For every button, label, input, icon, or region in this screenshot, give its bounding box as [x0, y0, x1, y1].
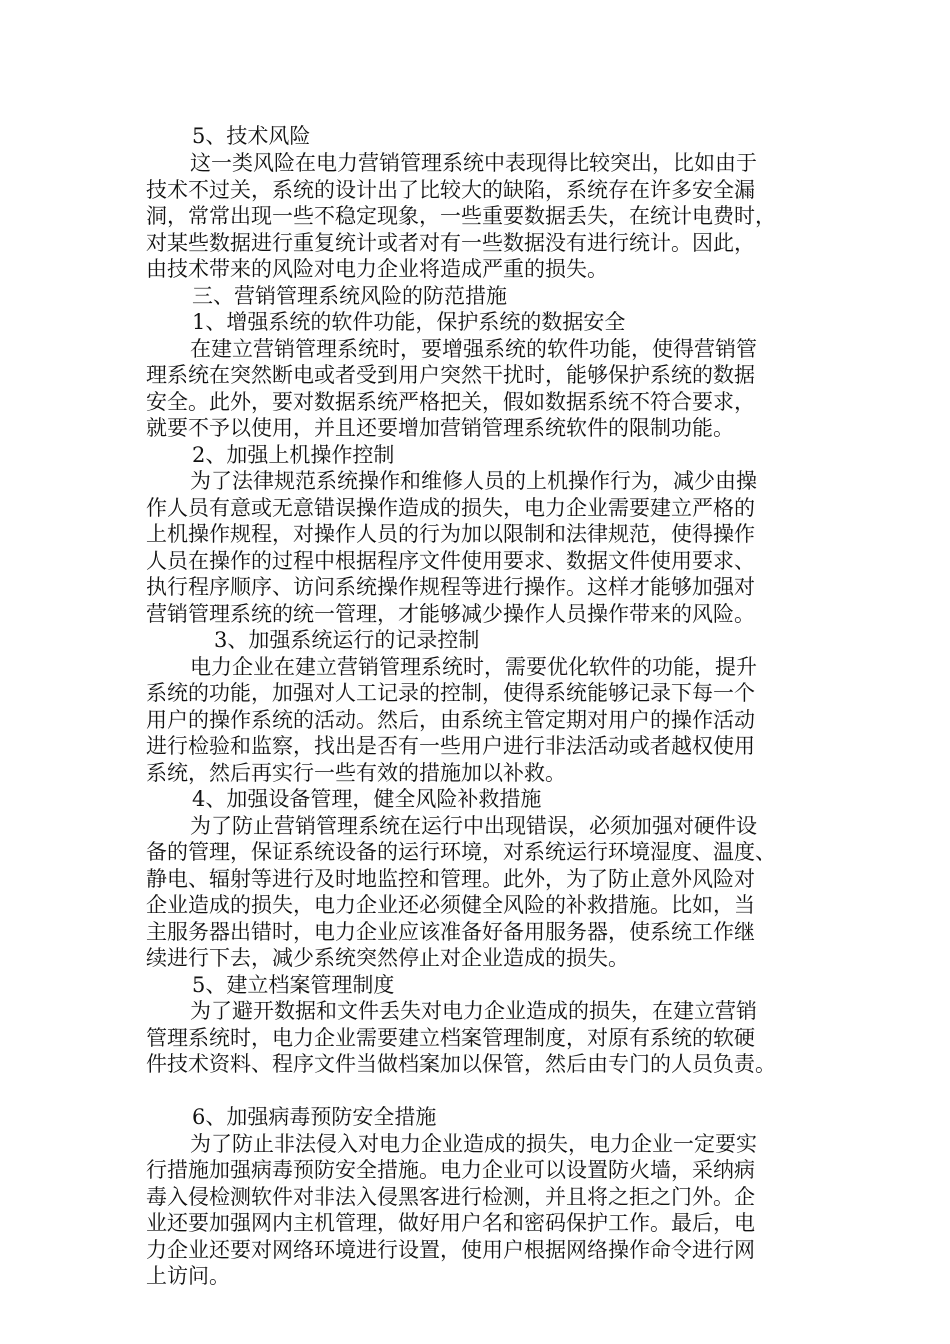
- paragraph-line: 为了法律规范系统操作和维修人员的上机操作行为，减少由操: [190, 469, 757, 493]
- paragraph-line: 管理系统时，电力企业需要建立档案管理制度，对原有系统的软硬: [146, 1026, 755, 1050]
- paragraph-line: 在建立营销管理系统时，要增强系统的软件功能，使得营销管: [190, 337, 757, 361]
- paragraph-line: 对某些数据进行重复统计或者对有一些数据没有进行统计。因此，: [146, 231, 755, 255]
- paragraph-line: 行措施加强病毒预防安全措施。电力企业可以设置防火墙，采纳病: [146, 1158, 755, 1182]
- paragraph-line: 企业造成的损失，电力企业还必须健全风险的补救措施。比如，当: [146, 893, 755, 917]
- paragraph-line: 毒入侵检测软件对非法入侵黑客进行检测，并且将之拒之门外。企: [146, 1185, 755, 1209]
- paragraph-line: 作人员有意或无意错误操作造成的损失，电力企业需要建立严格的: [146, 496, 755, 520]
- paragraph-line: 执行程序顺序、访问系统操作规程等进行操作。这样才能够加强对: [146, 575, 755, 599]
- paragraph-line: 件技术资料、程序文件当做档案加以保管，然后由专门的人员负责。: [146, 1052, 776, 1076]
- paragraph-line: 为了防止非法侵入对电力企业造成的损失，电力企业一定要实: [190, 1132, 757, 1156]
- paragraph-line: 营销管理系统的统一管理，才能够减少操作人员操作带来的风险。: [146, 602, 755, 626]
- paragraph-line: 备的管理，保证系统设备的运行环境，对系统运行环境湿度、温度、: [146, 840, 776, 864]
- paragraph-line: 系统的功能，加强对人工记录的控制，使得系统能够记录下每一个: [146, 681, 755, 705]
- paragraph-line: 主服务器出错时，电力企业应该准备好备用服务器，使系统工作继: [146, 920, 755, 944]
- paragraph-line: 电力企业在建立营销管理系统时，需要优化软件的功能，提升: [190, 655, 757, 679]
- paragraph-line: 上访问。: [146, 1264, 230, 1288]
- section-heading: 三、营销管理系统风险的防范措施: [192, 284, 507, 308]
- paragraph-line: 洞，常常出现一些不稳定现象，一些重要数据丢失，在统计电费时，: [146, 204, 776, 228]
- paragraph-line: 技术不过关，系统的设计出了比较大的缺陷，系统存在许多安全漏: [146, 178, 755, 202]
- paragraph-line: 理系统在突然断电或者受到用户突然干扰时，能够保护系统的数据: [146, 363, 755, 387]
- paragraph-line: 由技术带来的风险对电力企业将造成严重的损失。: [146, 257, 608, 281]
- paragraph-line: 为了避开数据和文件丢失对电力企业造成的损失，在建立营销: [190, 999, 757, 1023]
- paragraph-line: 进行检验和监察，找出是否有一些用户进行非法活动或者越权使用: [146, 734, 755, 758]
- subsection-heading: 3、加强系统运行的记录控制: [214, 628, 480, 652]
- paragraph-line: 用户的操作系统的活动。然后，由系统主管定期对用户的操作活动: [146, 708, 755, 732]
- subsection-heading: 1、增强系统的软件功能，保护系统的数据安全: [192, 310, 626, 334]
- subsection-heading: 6、加强病毒预防安全措施: [192, 1105, 437, 1129]
- paragraph-line: 为了防止营销管理系统在运行中出现错误，必须加强对硬件设: [190, 814, 757, 838]
- subsection-heading: 2、加强上机操作控制: [192, 443, 395, 467]
- subsection-heading: 4、加强设备管理，健全风险补救措施: [192, 787, 542, 811]
- subsection-heading: 5、建立档案管理制度: [192, 973, 395, 997]
- paragraph-line: 续进行下去，减少系统突然停止对企业造成的损失。: [146, 946, 629, 970]
- paragraph-line: 安全。此外，要对数据系统严格把关，假如数据系统不符合要求，: [146, 390, 755, 414]
- paragraph-line: 系统，然后再实行一些有效的措施加以补救。: [146, 761, 566, 785]
- paragraph-line: 业还要加强网内主机管理，做好用户名和密码保护工作。最后，电: [146, 1211, 755, 1235]
- paragraph-line: 上机操作规程，对操作人员的行为加以限制和法律规范，使得操作: [146, 522, 755, 546]
- paragraph-line: 这一类风险在电力营销管理系统中表现得比较突出，比如由于: [190, 151, 757, 175]
- section-heading: 5、技术风险: [192, 124, 311, 148]
- paragraph-line: 就要不予以使用，并且还要增加营销管理系统软件的限制功能。: [146, 416, 734, 440]
- paragraph-line: 力企业还要对网络环境进行设置，使用户根据网络操作命令进行网: [146, 1238, 755, 1262]
- paragraph-line: 静电、辐射等进行及时地监控和管理。此外，为了防止意外风险对: [146, 867, 755, 891]
- paragraph-line: 人员在操作的过程中根据程序文件使用要求、数据文件使用要求、: [146, 549, 755, 573]
